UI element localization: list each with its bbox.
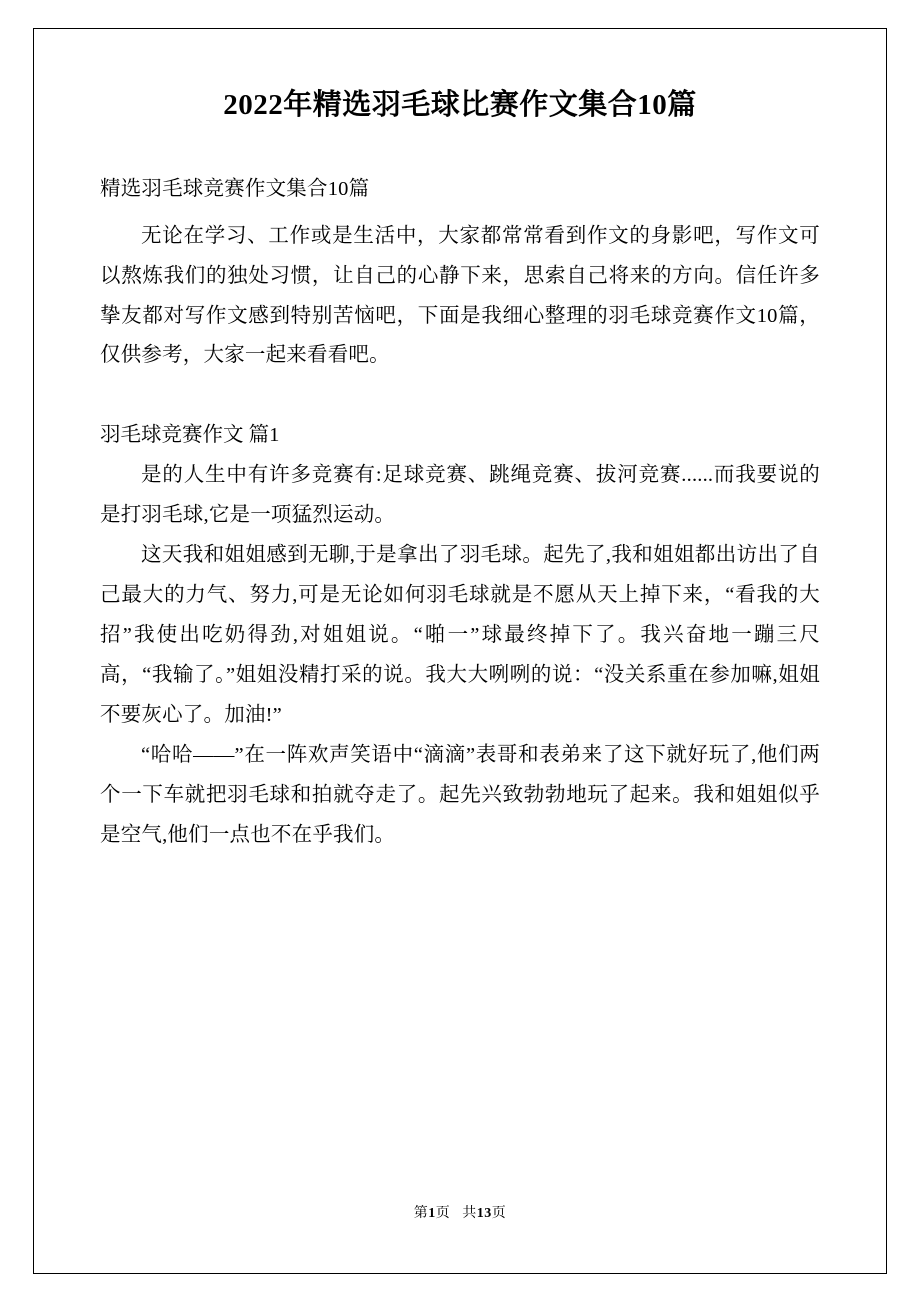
footer-current-page: 1 bbox=[428, 1206, 436, 1221]
spacer bbox=[100, 210, 820, 217]
spacer bbox=[100, 376, 820, 416]
body-paragraph: 这天我和姐姐感到无聊,于是拿出了羽毛球。起先了,我和姐姐都出访出了自己最大的力气、努力,可是无论如何羽毛球就是不愿从天上掉下来，“看我的大招”我使出吃奶得劲,对姐姐说。“啪一”球最终掉下了。我兴奋地一蹦三尺高，“我输了。”姐姐没精打采的说。我大大咧咧的说：“没关系重在参加嘛,姐姐不要灰心了。加油!” bbox=[100, 544, 820, 727]
document-content bbox=[100, 85, 820, 856]
body-paragraph: “哈哈——”在一阵欢声笑语中“滴滴”表哥和表弟来了这下就好玩了,他们两个一下车就把羽毛球和拍就夺走了。起先兴致勃勃地玩了起来。我和姐姐似乎是空气,他们一点也不在乎我们。 bbox=[100, 744, 820, 847]
footer-suffix: 页 bbox=[491, 1206, 507, 1221]
page-title: 2022年精选羽毛球比赛作文集合10篇 bbox=[223, 89, 697, 121]
page-footer bbox=[0, 1202, 920, 1222]
section-heading: 羽毛球竞赛作文 篇1 bbox=[100, 424, 280, 447]
document-subtitle: 精选羽毛球竞赛作文集合10篇 bbox=[100, 177, 370, 200]
intro-paragraph: 无论在学习、工作或是生活中，大家都常常看到作文的身影吧，写作文可以熬炼我们的独处习惯，让自己的心静下来，思索自己将来的方向。信任许多挚友都对写作文感到特别苦恼吧，下面是我细心整理的羽毛球竞赛作文10篇，仅供参考，大家一起来看看吧。 bbox=[100, 224, 820, 367]
footer-total-label: 共 bbox=[462, 1206, 477, 1221]
body-paragraph: 是的人生中有许多竞赛有:足球竞赛、跳绳竞赛、拔河竞赛......而我要说的是打羽毛球,它是一项猛烈运动。 bbox=[100, 464, 820, 527]
footer-middle: 页 bbox=[435, 1206, 451, 1221]
footer-total-pages: 13 bbox=[476, 1206, 492, 1221]
footer-prefix: 第 bbox=[413, 1206, 429, 1221]
